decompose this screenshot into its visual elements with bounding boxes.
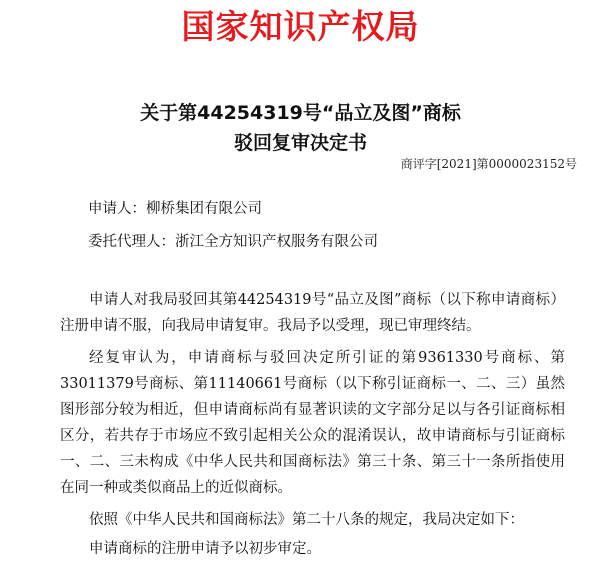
document-title-line-2: 驳回复审决定书 [233, 132, 367, 154]
document-reference-number: 商评字[2021]第0000023152号 [400, 157, 577, 171]
decision-body [60, 287, 565, 568]
agent-line: 委托代理人：浙江全方知识产权服务有限公司 [88, 234, 378, 250]
document-title-line-1: 关于第44254319号“品立及图”商标 [140, 102, 461, 124]
issuing-authority-title: 国家知识产权局 [181, 7, 420, 46]
body-paragraph-legal-basis: 依照《中华人民共和国商标法》第二十八条的规定，我局决定如下： [89, 512, 524, 528]
body-paragraph-application: 申请人对我局驳回其第44254319号“品立及图”商标（以下称申请商标）注册申请不服，向我局申请复审。我局予以受理，现已审理终结。 [60, 292, 565, 334]
applicant-line: 申请人：柳桥集团有限公司 [88, 201, 262, 217]
body-paragraph-decision: 申请商标的注册申请予以初步审定。 [89, 541, 321, 557]
body-paragraph-review: 经复审认为，申请商标与驳回决定所引证的第9361330号商标、第33011379号商标、第11140661号商标（以下称引证商标一、二、三）虽然图形部分较为相近，但申请商标尚有显著识读的文字部分足以与各引证商标相区分，若共存于市场应不致引起相关公众的混淆误认，故申请商标与引证商标一、二、三未构成《中华人民共和国商标法》第三十条、第三十一条所指使用在同一种或类似商品上的近似商标。 [60, 350, 565, 496]
